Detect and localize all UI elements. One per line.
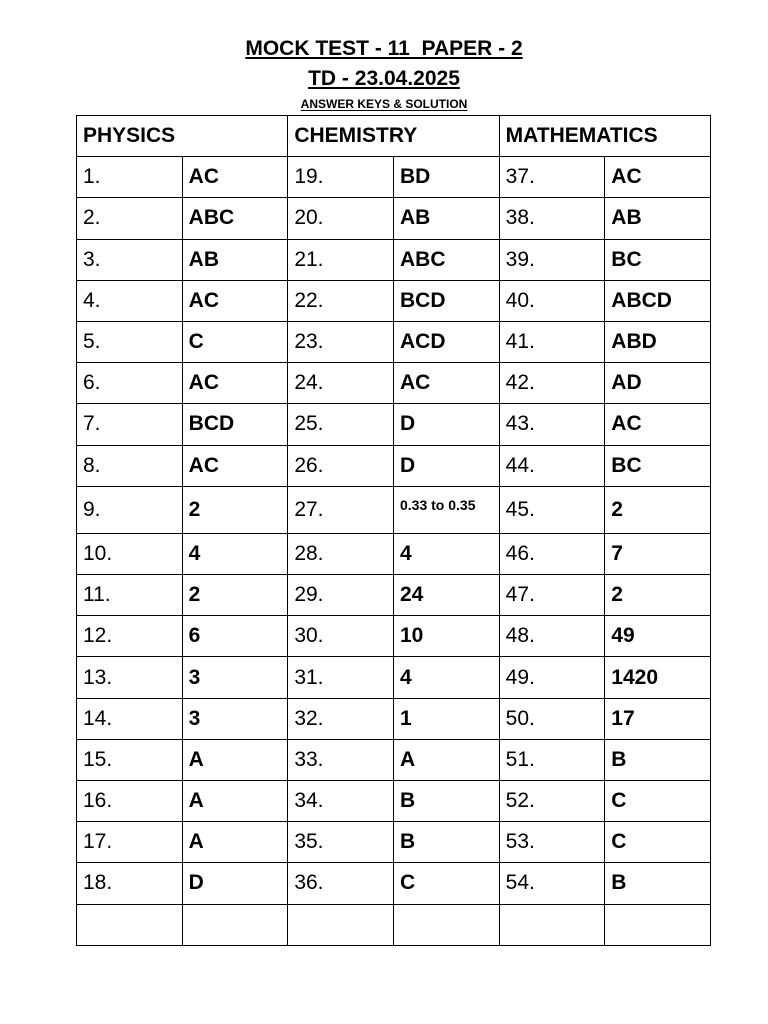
table-row	[77, 575, 711, 616]
chemistry-answer: BCD	[393, 280, 499, 321]
physics-question-number: 3.	[77, 239, 183, 280]
mathematics-answer: 17	[605, 698, 711, 739]
physics-question-number: 18.	[77, 863, 183, 904]
table-row	[77, 321, 711, 362]
chemistry-answer: BD	[393, 157, 499, 198]
physics-question-number: 4.	[77, 280, 183, 321]
physics-answer: A	[182, 781, 288, 822]
test-date: TD - 23.04.2025	[308, 67, 460, 90]
physics-answer: C	[182, 321, 288, 362]
mathematics-answer: ABD	[605, 321, 711, 362]
chemistry-question-number: 22.	[288, 280, 394, 321]
physics-answer: AC	[182, 157, 288, 198]
chemistry-question-number: 20.	[288, 198, 394, 239]
chemistry-question-number: 33.	[288, 739, 394, 780]
mathematics-question-number: 46.	[499, 533, 605, 574]
chemistry-answer: 24	[393, 575, 499, 616]
answer-rows	[77, 157, 711, 946]
chemistry-question-number: 31.	[288, 657, 394, 698]
table-row	[77, 657, 711, 698]
mathematics-question-number: 47.	[499, 575, 605, 616]
physics-answer: ABC	[182, 198, 288, 239]
mathematics-question-number: 52.	[499, 781, 605, 822]
physics-question-number: 17.	[77, 822, 183, 863]
table-row	[77, 904, 711, 945]
chemistry-answer: B	[393, 781, 499, 822]
mathematics-answer: AC	[605, 157, 711, 198]
physics-question-number: 10.	[77, 533, 183, 574]
page-subtitle: ANSWER KEYS & SOLUTION	[300, 97, 468, 111]
physics-answer	[182, 904, 288, 945]
chemistry-question-number: 26.	[288, 445, 394, 486]
physics-answer: BCD	[182, 404, 288, 445]
physics-question-number: 15.	[77, 739, 183, 780]
mathematics-answer: BC	[605, 239, 711, 280]
table-row	[77, 486, 711, 533]
mathematics-question-number: 54.	[499, 863, 605, 904]
chemistry-answer: 10	[393, 616, 499, 657]
mathematics-answer: 7	[605, 533, 711, 574]
physics-answer: 4	[182, 533, 288, 574]
chemistry-question-number: 35.	[288, 822, 394, 863]
mathematics-question-number: 45.	[499, 486, 605, 533]
table-row	[77, 445, 711, 486]
subject-header-mathematics: MATHEMATICS	[499, 116, 710, 157]
mathematics-answer: C	[605, 822, 711, 863]
mathematics-answer: AD	[605, 363, 711, 404]
mathematics-answer: AC	[605, 404, 711, 445]
chemistry-question-number: 36.	[288, 863, 394, 904]
physics-question-number: 2.	[77, 198, 183, 239]
mathematics-answer: AB	[605, 198, 711, 239]
answer-key-table	[76, 115, 711, 946]
mathematics-answer: 1420	[605, 657, 711, 698]
table-row	[77, 739, 711, 780]
table-row	[77, 157, 711, 198]
physics-answer: AC	[182, 363, 288, 404]
mathematics-answer: B	[605, 863, 711, 904]
chemistry-question-number: 32.	[288, 698, 394, 739]
chemistry-question-number: 23.	[288, 321, 394, 362]
table-row	[77, 404, 711, 445]
table-row	[77, 363, 711, 404]
physics-answer: 2	[182, 575, 288, 616]
physics-question-number: 16.	[77, 781, 183, 822]
chemistry-question-number: 21.	[288, 239, 394, 280]
chemistry-answer: 1	[393, 698, 499, 739]
table-row	[77, 533, 711, 574]
chemistry-answer: AC	[393, 363, 499, 404]
chemistry-answer: D	[393, 404, 499, 445]
subject-header-chemistry: CHEMISTRY	[288, 116, 499, 157]
mathematics-question-number: 37.	[499, 157, 605, 198]
chemistry-answer	[393, 904, 499, 945]
physics-answer: A	[182, 739, 288, 780]
mathematics-answer: B	[605, 739, 711, 780]
mathematics-answer: ABCD	[605, 280, 711, 321]
physics-question-number: 5.	[77, 321, 183, 362]
chemistry-question-number: 34.	[288, 781, 394, 822]
chemistry-question-number: 19.	[288, 157, 394, 198]
physics-question-number: 7.	[77, 404, 183, 445]
chemistry-answer: C	[393, 863, 499, 904]
physics-question-number	[77, 904, 183, 945]
mathematics-question-number: 50.	[499, 698, 605, 739]
chemistry-answer: A	[393, 739, 499, 780]
chemistry-answer: ABC	[393, 239, 499, 280]
table-row	[77, 781, 711, 822]
mathematics-question-number: 51.	[499, 739, 605, 780]
chemistry-answer: 0.33 to 0.35	[393, 486, 499, 533]
table-row	[77, 822, 711, 863]
physics-question-number: 13.	[77, 657, 183, 698]
chemistry-question-number: 27.	[288, 486, 394, 533]
mathematics-answer: BC	[605, 445, 711, 486]
chemistry-answer: D	[393, 445, 499, 486]
table-row	[77, 616, 711, 657]
mathematics-question-number: 38.	[499, 198, 605, 239]
physics-question-number: 11.	[77, 575, 183, 616]
mathematics-question-number: 43.	[499, 404, 605, 445]
physics-answer: AB	[182, 239, 288, 280]
physics-question-number: 14.	[77, 698, 183, 739]
mathematics-question-number: 48.	[499, 616, 605, 657]
physics-question-number: 9.	[77, 486, 183, 533]
physics-question-number: 8.	[77, 445, 183, 486]
physics-answer: A	[182, 822, 288, 863]
mathematics-question-number: 53.	[499, 822, 605, 863]
chemistry-question-number: 28.	[288, 533, 394, 574]
chemistry-answer: B	[393, 822, 499, 863]
table-row	[77, 698, 711, 739]
mathematics-answer: 49	[605, 616, 711, 657]
mathematics-question-number: 44.	[499, 445, 605, 486]
chemistry-question-number: 29.	[288, 575, 394, 616]
chemistry-answer: 4	[393, 657, 499, 698]
physics-question-number: 12.	[77, 616, 183, 657]
mathematics-answer: 2	[605, 575, 711, 616]
table-row	[77, 863, 711, 904]
physics-question-number: 6.	[77, 363, 183, 404]
page-title: MOCK TEST - 11 PAPER - 2	[245, 37, 523, 60]
physics-answer: AC	[182, 445, 288, 486]
mathematics-question-number: 41.	[499, 321, 605, 362]
physics-question-number: 1.	[77, 157, 183, 198]
physics-answer: AC	[182, 280, 288, 321]
mathematics-question-number: 42.	[499, 363, 605, 404]
mathematics-answer	[605, 904, 711, 945]
table-row	[77, 198, 711, 239]
physics-answer: 3	[182, 657, 288, 698]
mathematics-question-number: 40.	[499, 280, 605, 321]
mathematics-question-number	[499, 904, 605, 945]
physics-answer: 2	[182, 486, 288, 533]
chemistry-question-number: 24.	[288, 363, 394, 404]
chemistry-question-number	[288, 904, 394, 945]
physics-answer: D	[182, 863, 288, 904]
chemistry-question-number: 30.	[288, 616, 394, 657]
mathematics-question-number: 39.	[499, 239, 605, 280]
table-row	[77, 280, 711, 321]
mathematics-question-number: 49.	[499, 657, 605, 698]
chemistry-question-number: 25.	[288, 404, 394, 445]
table-row	[77, 239, 711, 280]
subject-header-row	[77, 116, 711, 157]
chemistry-answer: ACD	[393, 321, 499, 362]
physics-answer: 3	[182, 698, 288, 739]
physics-answer: 6	[182, 616, 288, 657]
chemistry-answer: 4	[393, 533, 499, 574]
chemistry-answer: AB	[393, 198, 499, 239]
mathematics-answer: C	[605, 781, 711, 822]
subject-header-physics: PHYSICS	[77, 116, 288, 157]
mathematics-answer: 2	[605, 486, 711, 533]
